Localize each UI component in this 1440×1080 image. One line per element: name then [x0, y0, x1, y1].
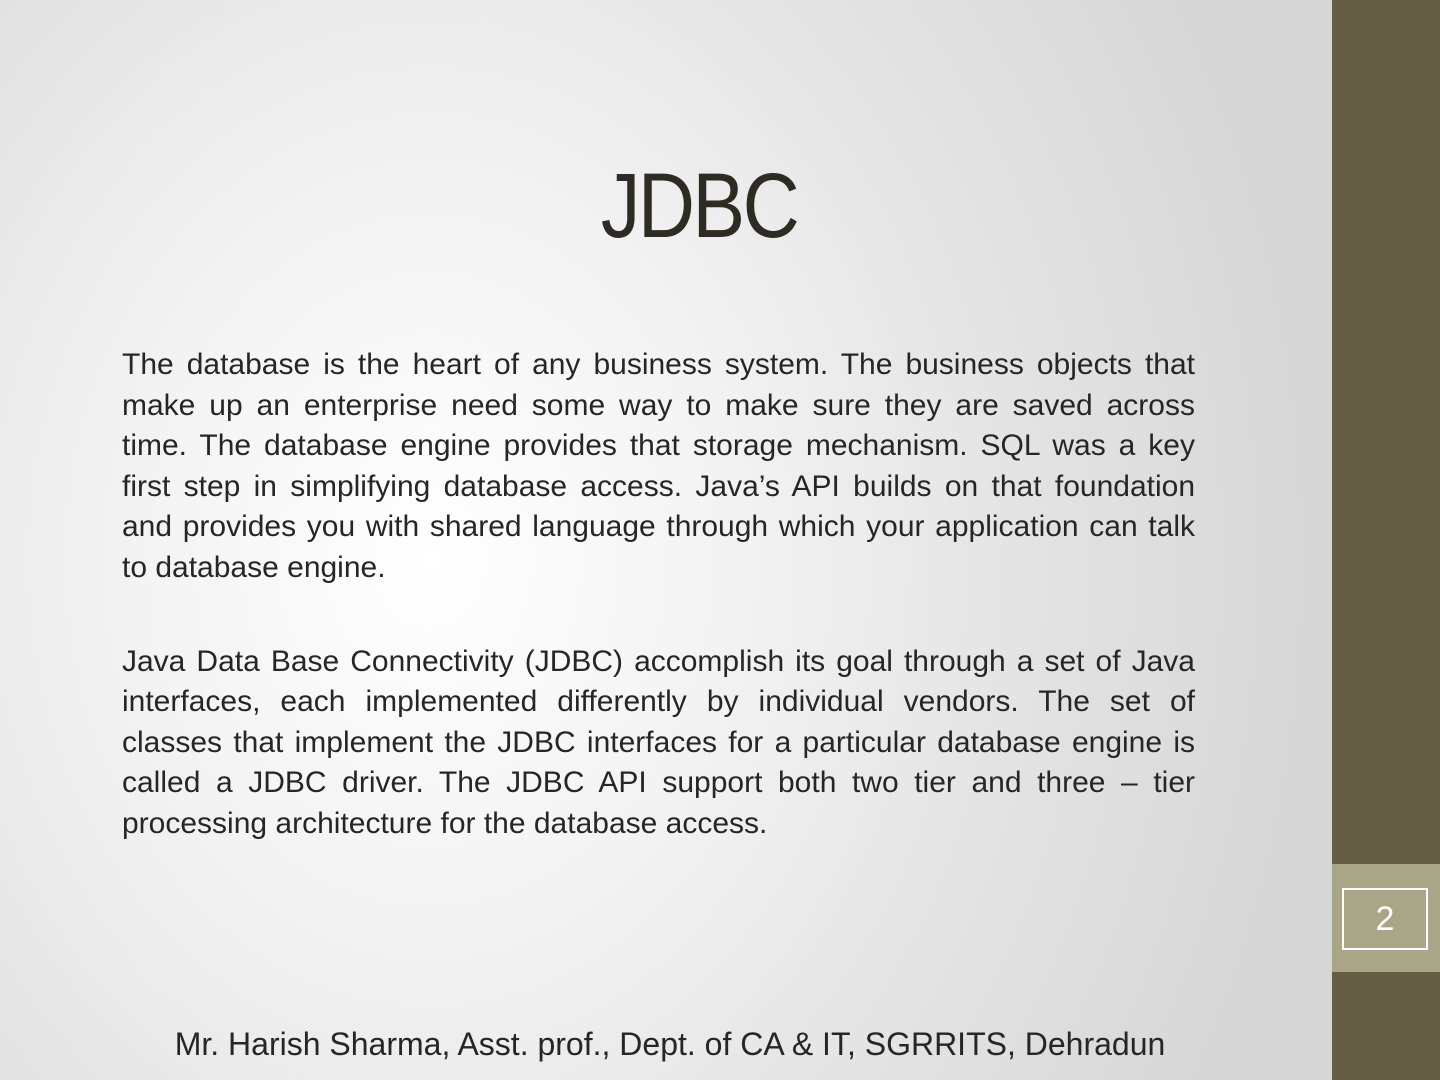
body-paragraph-1: The database is the heart of any business system. The business objects that make up an enterprise need some way to make sure they are saved across time. The database engine provides that storage mechanism. SQL was a key first step in simplifying database access. Java’s API builds on that foundation and provides you with shared language through which your application can talk to database engine.	[122, 348, 1195, 584]
slide-sidebar	[1332, 0, 1440, 1080]
slide-title: JDBC	[600, 155, 798, 257]
page-number-band	[1332, 864, 1440, 972]
page-number: 2	[1342, 888, 1428, 950]
slide-body	[122, 345, 1195, 898]
slide-footer: Mr. Harish Sharma, Asst. prof., Dept. of CA & IT, SGRRITS, Dehradun	[174, 1026, 1166, 1062]
body-paragraph-2: Java Data Base Connectivity (JDBC) accomplish its goal through a set of Java interfaces, each implemented differently by individual vendors. The set of classes that implement the JDBC interfaces for a particular database engine is called a JDBC driver. The JDBC API support both two tier and three – tier processing architecture for the database access.	[122, 644, 1195, 840]
